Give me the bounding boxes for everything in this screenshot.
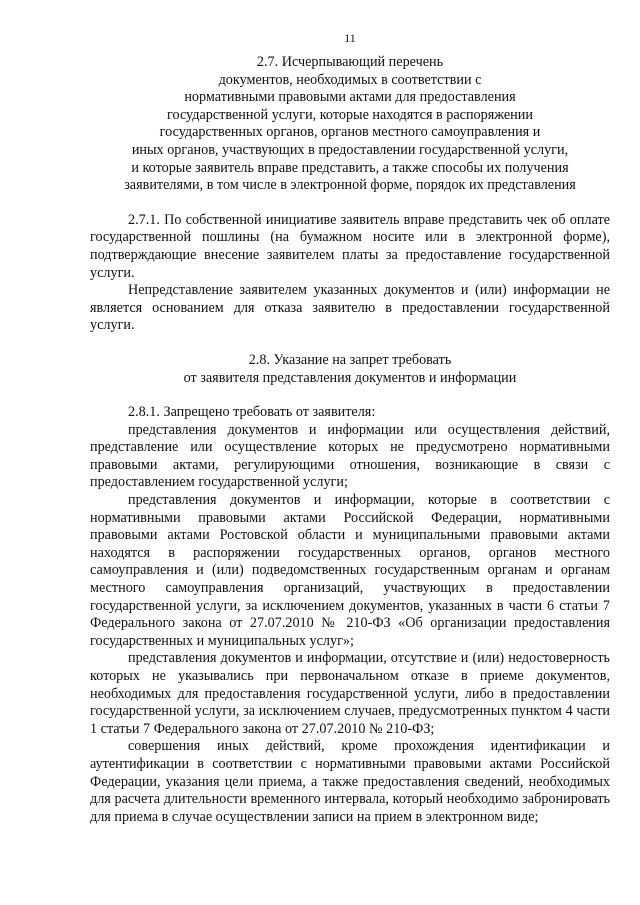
paragraph-prohibition-3: представления документов и информации, отсутствие и (или) недостоверность которых не указывались при первоначальном отказе в приеме документов, необходимых для предоставления государственной услуги, либо в предоставлении государственной услуги, за исключением случаев, предусмотренных пунктом 4 части 1 статьи 7 Федерального закона от 27.07.2010 № 210-ФЗ; (90, 650, 610, 737)
heading-line: 2.8. Указание на запрет требовать (248, 351, 452, 368)
heading-line: иных органов, участвующих в предоставлении государственной услуги, (131, 141, 569, 158)
heading-line: и которые заявитель вправе представить, а также способы их получения (131, 159, 569, 176)
paragraph-prohibition-4: совершения иных действий, кроме прохождения идентификации и аутентификации в соответствии с нормативными правовыми актами Российской Федерации, указания цели приема, а также предоставления сведений, необходимых для расчета длительности временного интервала, который необходимо забронировать для приема в случае осуществлении записи на прием в электронном виде; (90, 738, 610, 825)
paragraph-prohibition-2: представления документов и информации, которые в соответствии с нормативными правовыми актами Российской Федерации, нормативными правовыми актами Ростовской области и муниципальными правовыми актами находятся в распоряжении государственных органов, органов местного самоуправления и (или) подведомственных государственным органам и органам местного самоуправления организаций, участвующих в предоставлении государственной услуги, за исключением документов, указанных в части 6 статьи 7 Федерального закона от 27.07.2010 № 210-ФЗ «Об организации предоставления государственных и муниципальных услуг»; (90, 492, 610, 649)
paragraph-prohibition-1: представления документов и информации или осуществления действий, представление или осуществление которых не предусмотрено нормативными правовыми актами, регулирующими отношения, возникающие в связи с предоставлением государственной услуги; (90, 421, 610, 491)
section-2-8-heading (90, 352, 610, 387)
page-number: 11 (344, 31, 356, 45)
heading-line: нормативными правовыми актами для предоставления (184, 89, 516, 106)
heading-line: государственных органов, органов местного самоуправления и (159, 124, 541, 141)
paragraph-non-submission: Непредставление заявителем указанных документов и (или) информации не является основанием для отказа заявителю в предоставлении государственной услуги. (90, 282, 610, 334)
heading-line: от заявителя представления документов и информации (183, 369, 517, 386)
document-page (90, 30, 610, 826)
section-2-7-heading (90, 54, 610, 195)
heading-line: государственной услуги, которые находятся в распоряжении (167, 106, 533, 123)
heading-line: заявителями, в том числе в электронной форме, порядок их представления (124, 177, 576, 194)
paragraph-2-8-1: 2.8.1. Запрещено требовать от заявителя: (128, 404, 376, 421)
paragraph-2-7-1: 2.7.1. По собственной инициативе заявитель вправе представить чек об оплате государственной пошлины (на бумажном носите или в электронной форме), подтверждающие внесение заявителем платы за предоставление государственной услуги. (90, 211, 610, 281)
heading-line: документов, необходимых в соответствии с (218, 71, 482, 88)
heading-line: 2.7. Исчерпывающий перечень (256, 54, 444, 70)
